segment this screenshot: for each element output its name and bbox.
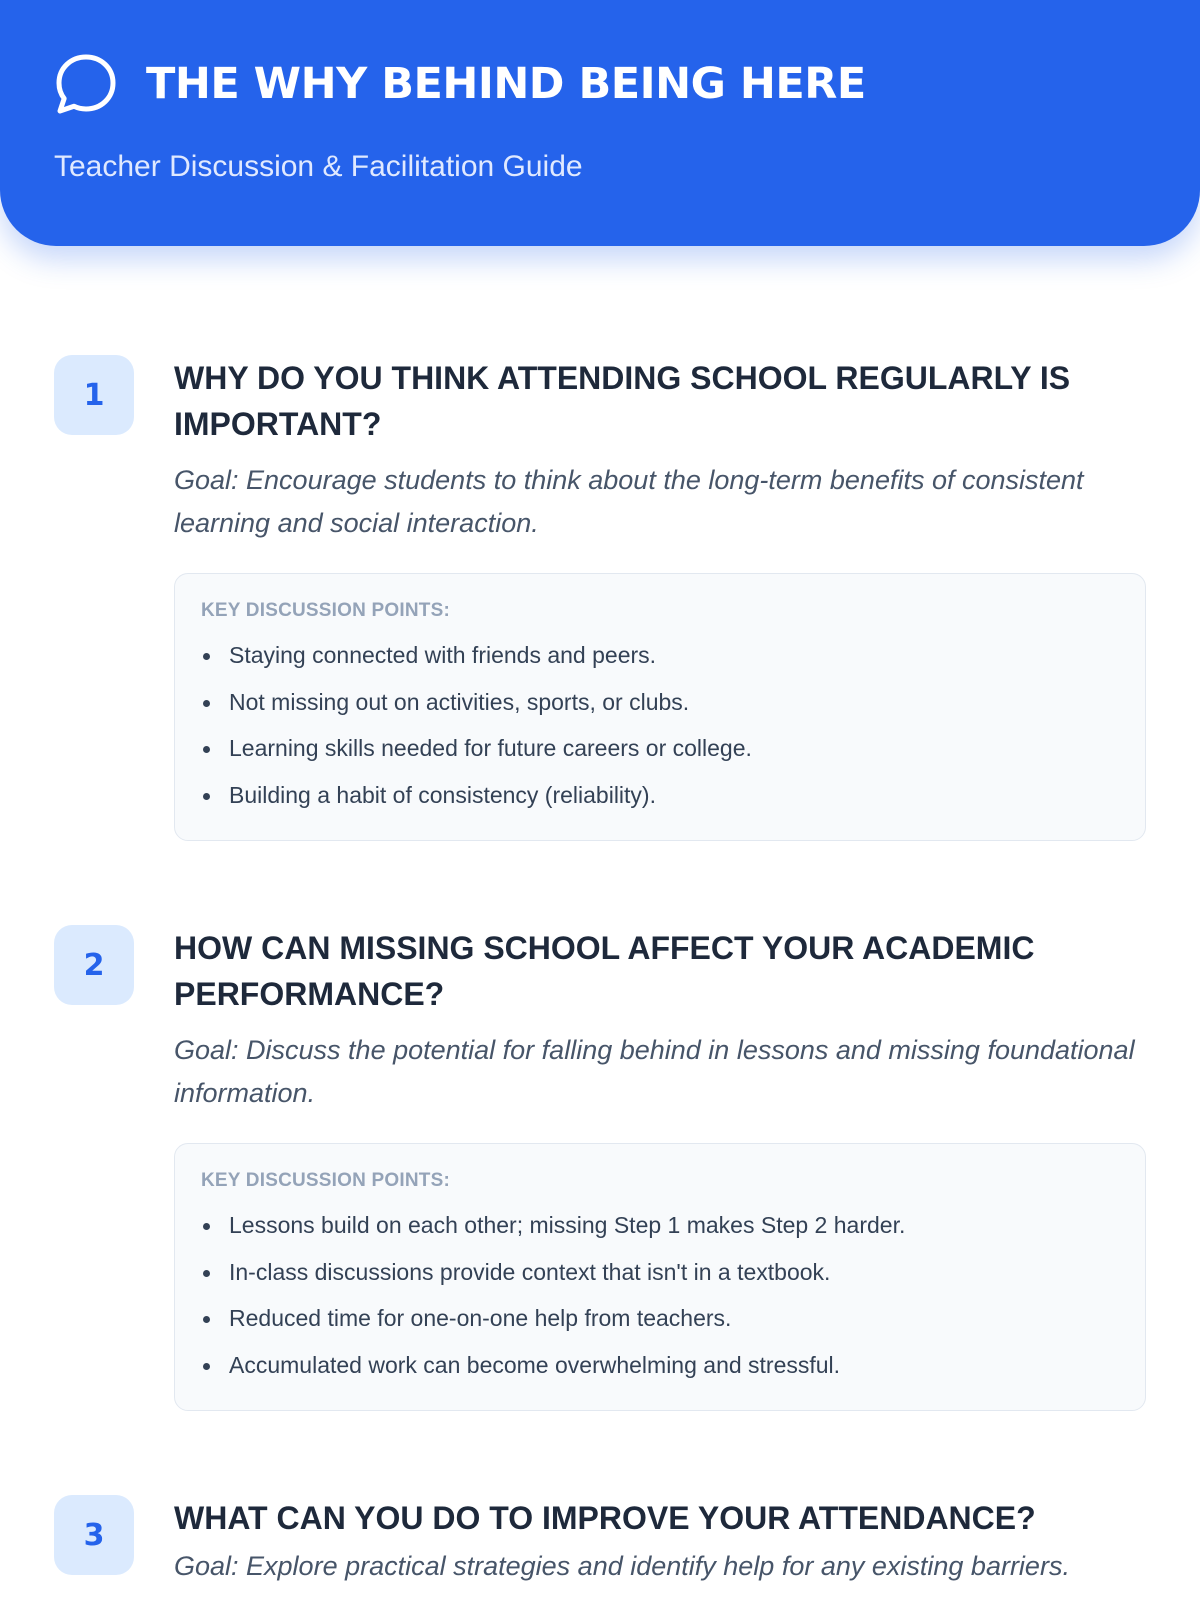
list-item: Lessons build on each other; missing Step 1 makes Step 2 harder. (201, 1202, 1119, 1249)
list-item: In-class discussions provide context that isn't in a textbook. (201, 1249, 1119, 1296)
list-item: Staying connected with friends and peers. (201, 632, 1119, 679)
list-item: Accumulated work can become overwhelming and stressful. (201, 1342, 1119, 1389)
list-item: Building a habit of consistency (reliability). (201, 772, 1119, 819)
list-item: Learning skills needed for future careers or college. (201, 725, 1119, 772)
discussion-points-label: KEY DISCUSSION POINTS: (201, 1170, 450, 1191)
discussion-points-box (174, 1143, 1146, 1411)
question-number-badge: 3 (54, 1495, 134, 1575)
question-title: WHAT CAN YOU DO TO IMPROVE YOUR ATTENDANCE? (174, 1500, 1036, 1536)
discussion-points-label: KEY DISCUSSION POINTS: (201, 600, 450, 621)
list-item: Reduced time for one-on-one help from teachers. (201, 1295, 1119, 1342)
question-number-badge: 2 (54, 925, 134, 1005)
page-title: THE WHY BEHIND BEING HERE (146, 59, 866, 109)
question-title: HOW CAN MISSING SCHOOL AFFECT YOUR ACADEMIC PERFORMANCE? (174, 930, 1035, 1012)
chat-bubble-icon (54, 52, 118, 116)
discussion-points-list (201, 632, 1119, 818)
question-body (174, 925, 1146, 1411)
list-item: Not missing out on activities, sports, or clubs. (201, 679, 1119, 726)
discussion-points-box (174, 573, 1146, 841)
question-body (174, 355, 1146, 841)
question-goal: Goal: Discuss the potential for falling behind in lessons and missing foundational information. (174, 1035, 1135, 1108)
discussion-points-list (201, 1202, 1119, 1388)
page-header (0, 0, 1200, 246)
question-title: WHY DO YOU THINK ATTENDING SCHOOL REGULARLY IS IMPORTANT? (174, 360, 1071, 442)
question-body (174, 1495, 1146, 1588)
question-goal: Goal: Explore practical strategies and identify help for any existing barriers. (174, 1551, 1070, 1581)
question-number-badge: 1 (54, 355, 134, 435)
question-goal: Goal: Encourage students to think about the long-term benefits of consistent learning and social interaction. (174, 465, 1084, 538)
page-subtitle: Teacher Discussion & Facilitation Guide (54, 150, 583, 183)
header-title-row (54, 52, 866, 116)
